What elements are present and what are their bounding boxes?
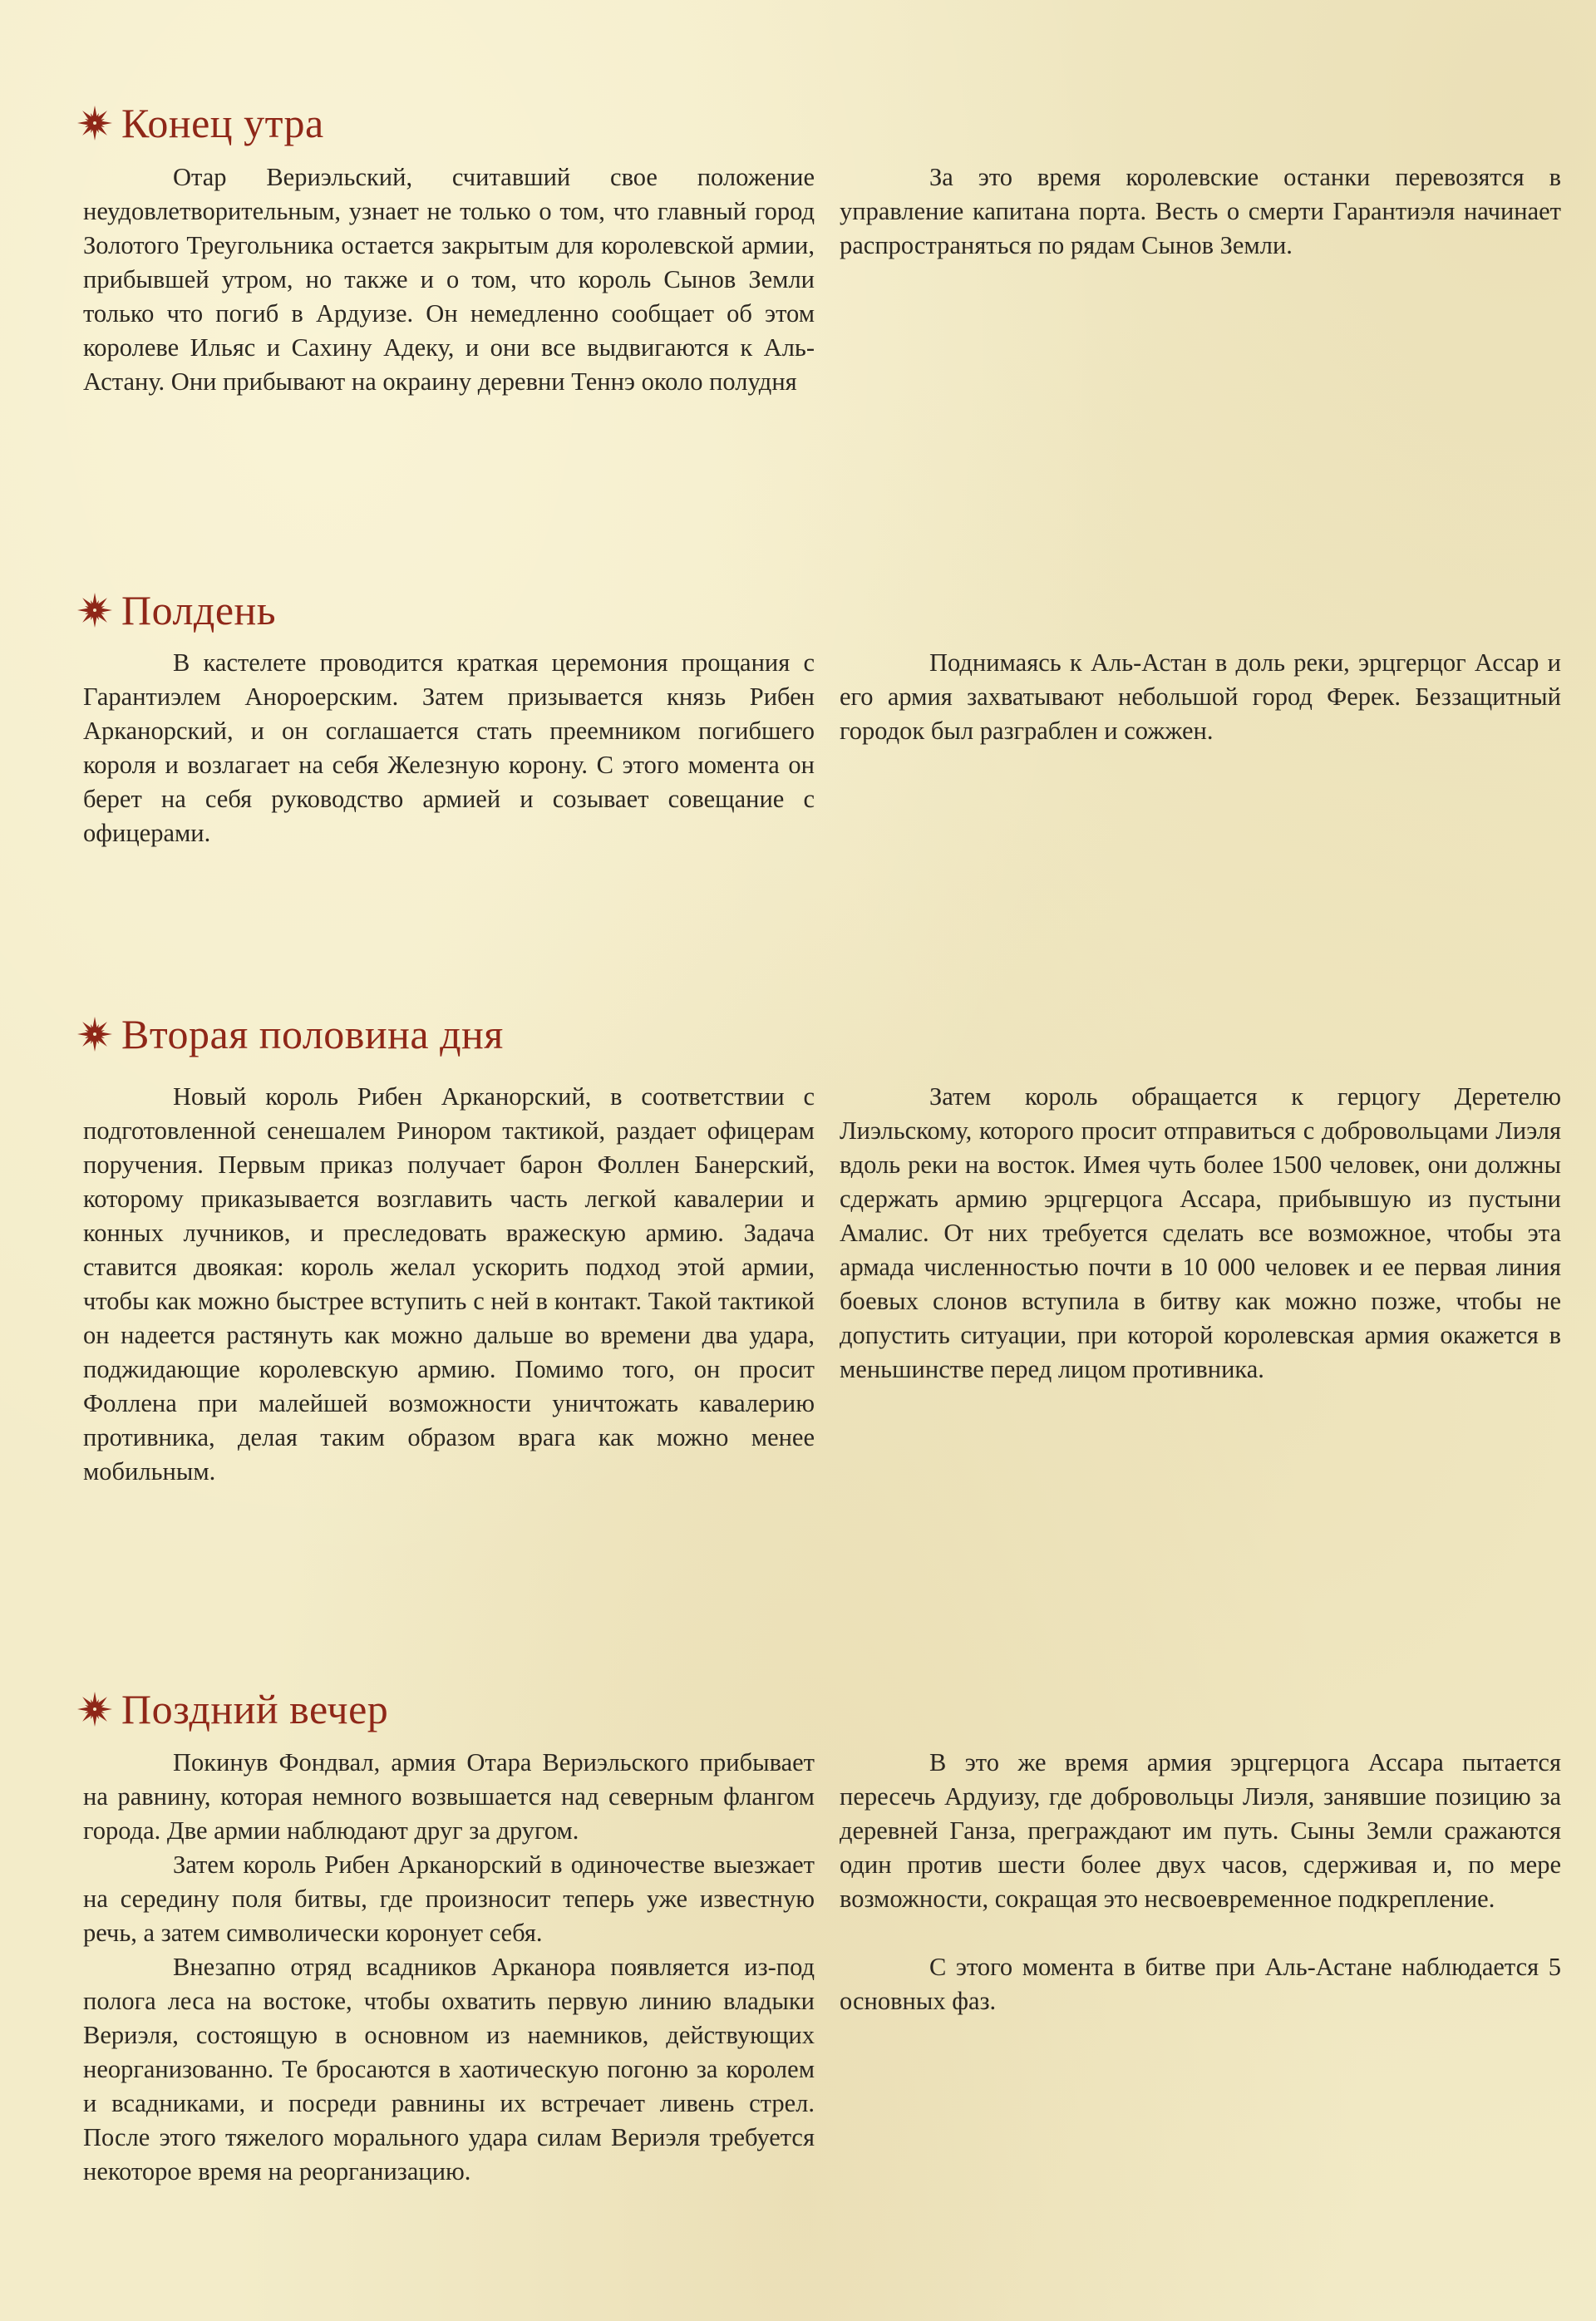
star-ornament-icon [76,592,113,628]
star-ornament-icon [76,1016,113,1052]
star-ornament-icon [76,1691,113,1727]
section-heading [76,1001,504,1067]
paragraph: Отар Вериэльский, считавший свое положение неудовлетворительным, узнает не только о том, что главный город Золотого Треугольника остается закрытым для королевской армии, прибывшей утром, но также и о том, что король Сынов Земли только что погиб в Ардуизе. Он немедленно сообщает об этом королеве Ильяс и Сахину Адеку, и они все выдвигаются к Аль-Астану. Они прибывают на окраину деревни Теннэ около полудня [83,163,815,396]
right-column [840,1746,1561,2018]
paragraph: Поднимаясь к Аль-Астан в доль реки, эрцгерцог Ассар и его армия захватывают небольшой город Ферек. Беззащитный городок был разграблен и сожжен. [840,648,1561,745]
section-heading [76,1676,388,1742]
left-column [83,1746,815,2189]
left-column [83,646,815,850]
right-column [840,160,1561,263]
left-column [83,160,815,399]
paragraph: Новый король Рибен Арканорский, в соответствии с подготовленной сенешалем Ринором тактикой, раздает офицерам поручения. Первым приказ получает барон Фоллен Банерский, которому приказывается возглавить часть легкой кавалерии и конных лучников, и преследовать вражескую армию. Задача ставится двоякая: король желал ускорить подход этой армии, чтобы как можно быстрее вступить с ней в контакт. Такой тактикой он надеется растянуть как можно дальше во времени два удара, поджидающие королевскую армию. Помимо того, он просит Фоллена при малейшей возможности уничтожать кавалерию противника, делая таким образом врага как можно менее мобильным. [83,1082,815,1486]
paragraph: Внезапно отряд всадников Арканора появляется из-под полога леса на востоке, чтобы охватить первую линию владыки Вериэля, состоящую в основном из наемников, действующих неорганизованно. Те бросаются в хаотическую погоню за королем и всадниками, и посреди равнины их встречает ливень стрел. После этого тяжелого морального удара силам Вериэля требуется некоторое время на реорганизацию. [83,1953,815,2185]
section-title: Конец утра [121,100,324,146]
section-heading [76,90,324,156]
section-title: Вторая половина дня [121,1011,504,1057]
paragraph: Затем король Рибен Арканорский в одиночестве выезжает на середину поля битвы, где произносит теперь уже известную речь, а затем символически коронует себя. [83,1850,815,1947]
section-heading [76,577,276,643]
paragraph: Покинув Фондвал, армия Отара Вериэльского прибывает на равнину, которая немного возвышается над северным флангом города. Две армии наблюдают друг за другом. [83,1748,815,1845]
paragraph: С этого момента в битве при Аль-Астане наблюдается 5 основных фаз. [840,1953,1561,2015]
paragraph: В это же время армия эрцгерцога Ассара пытается пересечь Ардуизу, где добровольцы Лиэля, занявшие позицию за деревней Ганза, преграждают им путь. Сыны Земли сражаются один против шести более двух часов, сдерживая и, по мере возможности, сокращая это несвоевременное подкрепление. [840,1748,1561,1913]
right-column [840,1080,1561,1387]
section-title: Полдень [121,587,277,633]
star-ornament-icon [76,105,113,141]
left-column [83,1080,815,1489]
paragraph: В кастелете проводится краткая церемония прощания с Гарантиэлем Анороерским. Затем призывается князь Рибен Арканорский, и он соглашается стать преемником погибшего короля и возлагает на себя Железную корону. С этого момента он берет на себя руководство армией и созывает совещание с офицерами. [83,648,815,847]
paragraph: Затем король обращается к герцогу Деретелю Лиэльскому, которого просит отправиться с добровольцами Лиэля вдоль реки на восток. Имея чуть более 1500 человек, они должны сдержать армию эрцгерцога Ассара, прибывшую из пустыни Амалис. От них требуется сделать все возможное, чтобы эта армада численностью почти в 10 000 человек и ее первая линия боевых слонов вступила в битву как можно позже, чтобы не допустить ситуации, при которой королевская армия окажется в меньшинстве перед лицом противника. [840,1082,1561,1383]
paragraph: За это время королевские останки перевозятся в управление капитана порта. Весть о смерти Гарантиэля начинает распространяться по рядам Сынов Земли. [840,163,1561,259]
section-title: Поздний вечер [121,1686,389,1732]
right-column [840,646,1561,748]
